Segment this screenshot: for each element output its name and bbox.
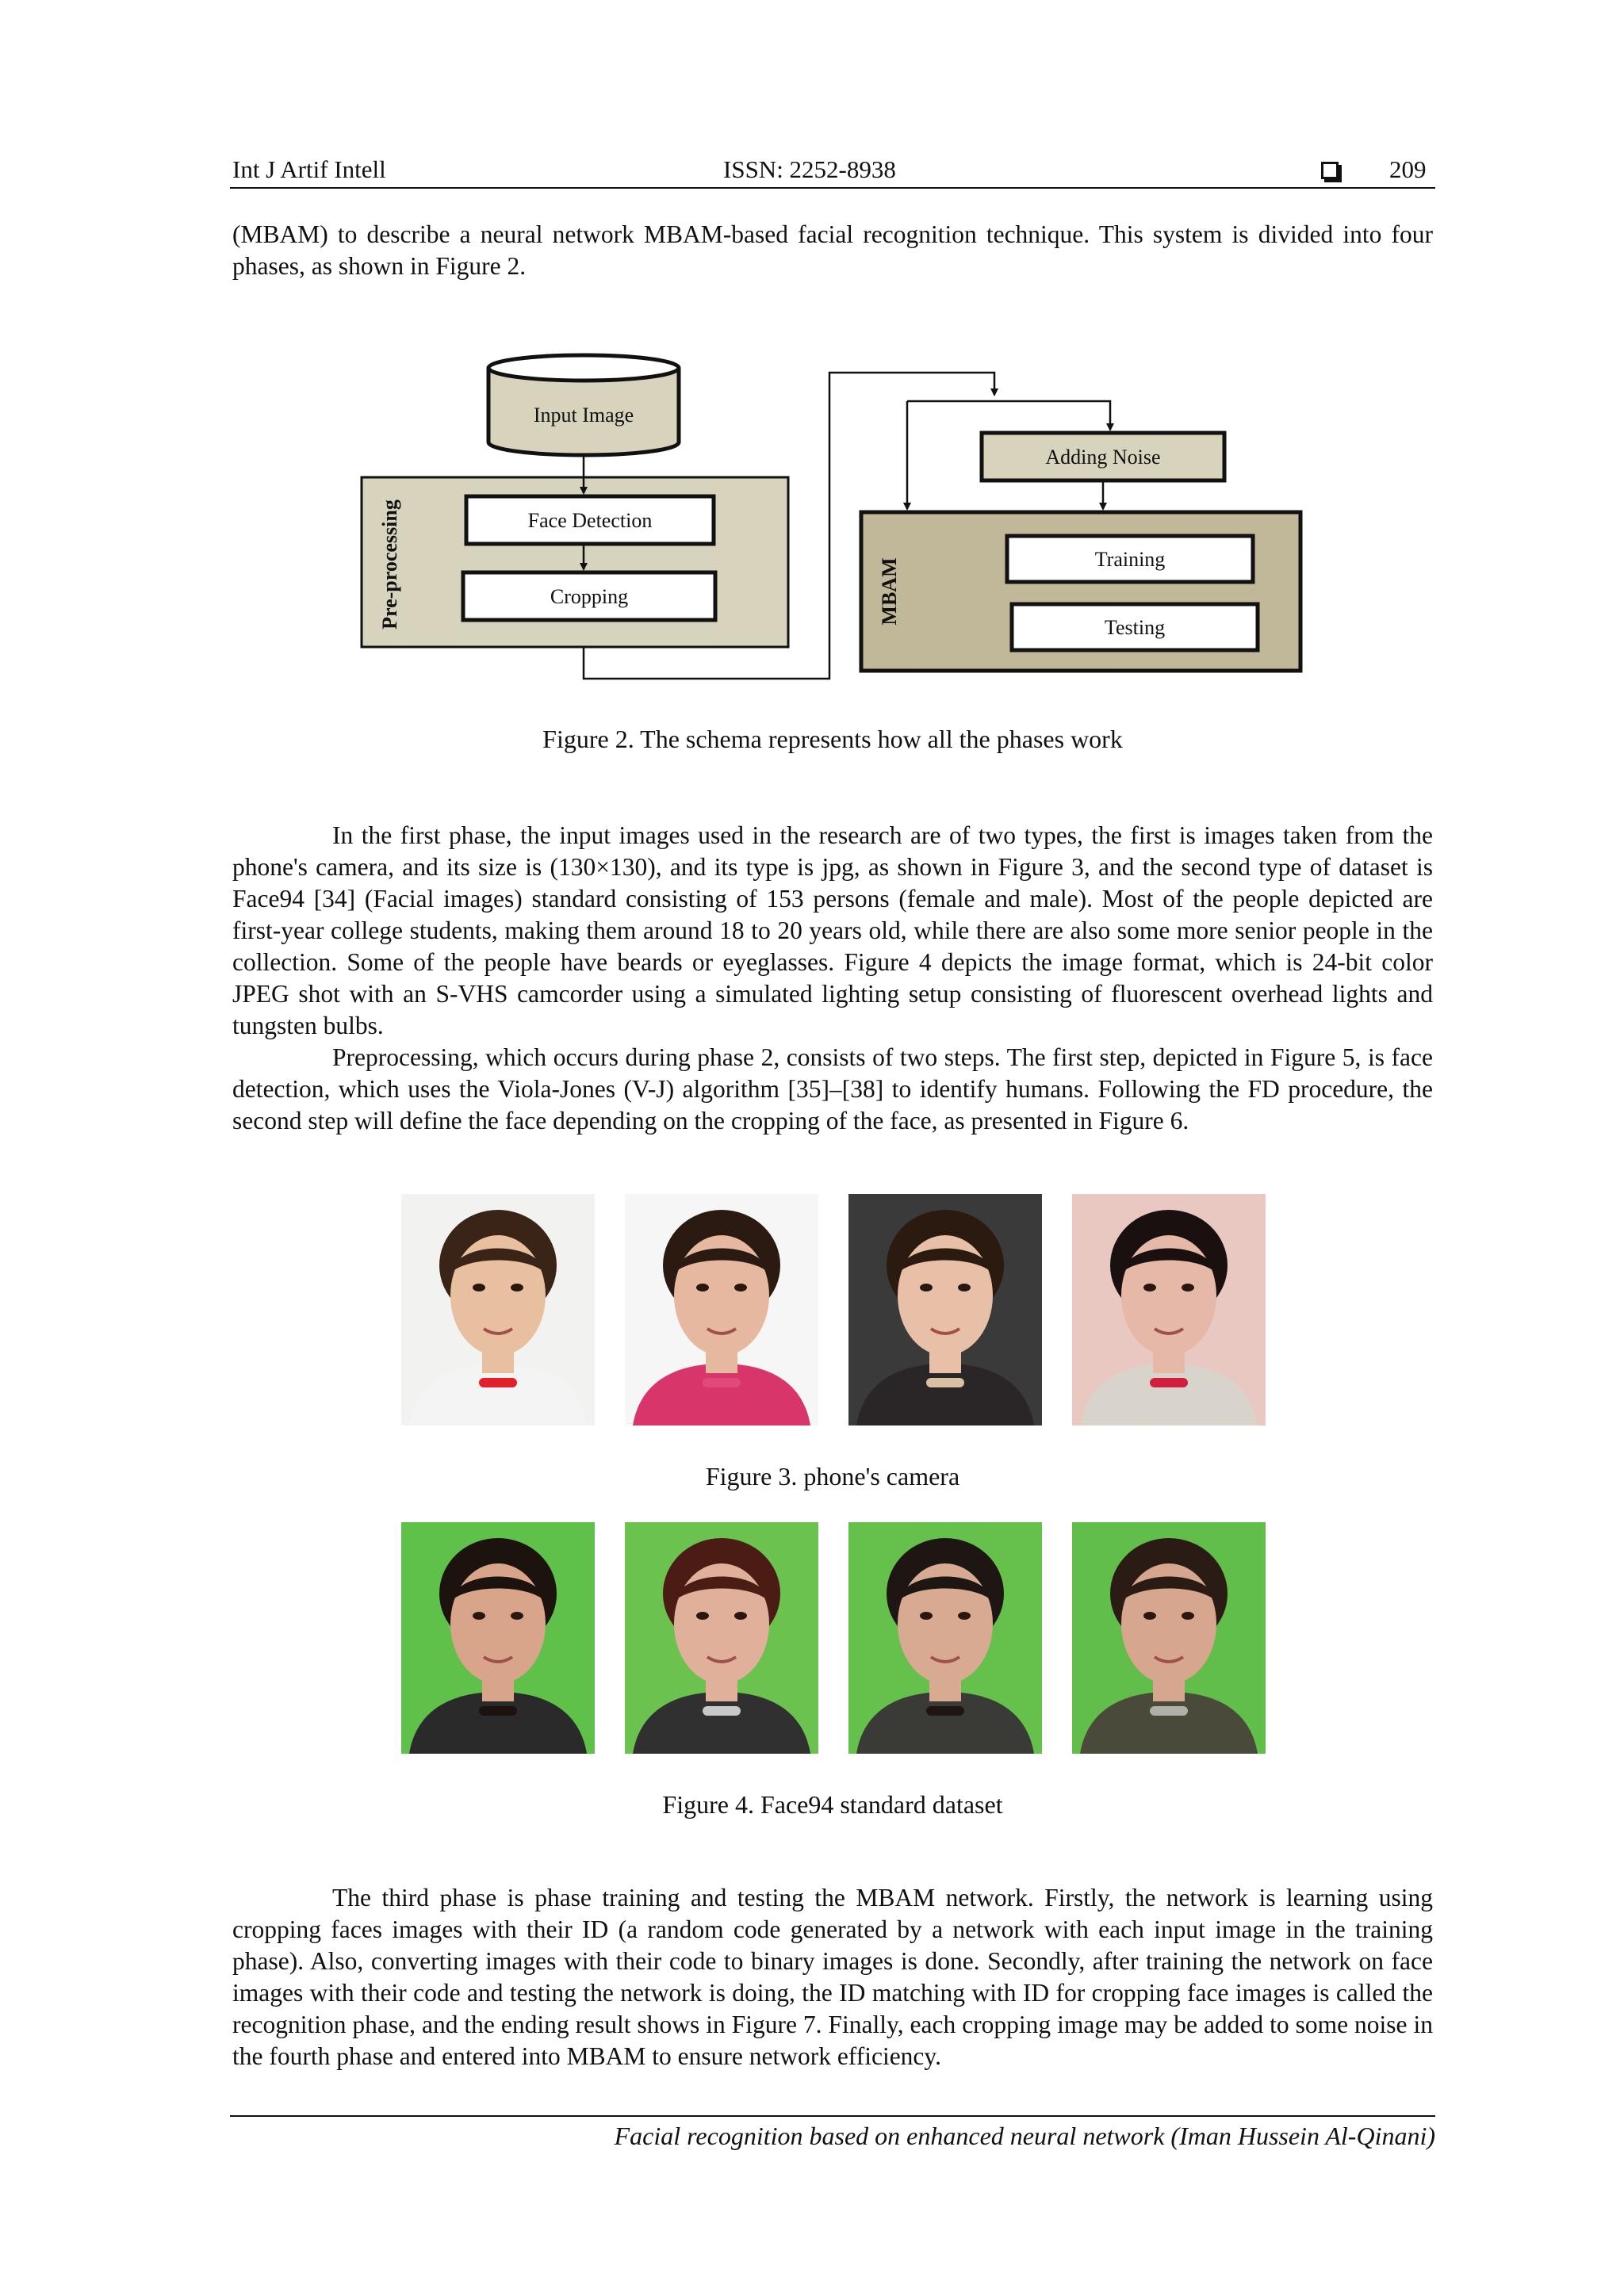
face94-photo [1072,1522,1266,1754]
photo-eye [1182,1284,1194,1292]
photo-eye [696,1612,709,1620]
photo-accent [479,1378,517,1387]
face94-photo [401,1522,595,1754]
paragraph-2: In the first phase, the input images used in the research are of two types, the first is images taken from the phone's camera, and its size is (130×130), and its type is jpg, as shown in Figure 3, and the second type of dataset is Face94 [34] (Facial images) standard consisting of 153 persons (female and male). Most of the people depicted are first-year college students, making them around 18 to 20 years old, while there are also some more senior people in the collection. Some of the people have beards or eyeglasses. Figure 4 depicts the image format, which is 24-bit color JPEG shot with an S-VHS camcorder using a simulated lighting setup consisting of fluorescent overhead lights and tungsten bulbs. [232,821,1433,1039]
phone-camera-photo [625,1194,818,1425]
figure-3-photo-row [401,1194,1266,1427]
photo-accent [926,1706,964,1716]
input-image-label: Input Image [533,404,634,427]
running-footer: Facial recognition based on enhanced neural network (Iman Hussein Al-Qinani) [614,2122,1435,2150]
cropping-label: Cropping [550,585,629,608]
phase-flow-diagram [349,349,1332,698]
photo-accent [1150,1706,1188,1716]
photo-accent [703,1706,741,1716]
page-number: 209 [1389,155,1427,183]
figure-4-photo-row [401,1522,1266,1755]
photo-accent [479,1706,517,1716]
face94-photo [848,1522,1042,1754]
figure-2-caption: Figure 2. The schema represents how all the phases work [542,725,1123,753]
photo-eye [958,1612,971,1620]
journal-name: Int J Artif Intell [232,155,386,183]
figure-4-caption: Figure 4. Face94 standard dataset [662,1790,1003,1819]
issn: ISSN: 2252-8938 [723,155,896,183]
testing-label: Testing [1104,616,1166,639]
photo-eye [920,1284,933,1292]
adding-noise-label: Adding Noise [1045,446,1161,469]
photo-eye [920,1612,933,1620]
header-rule [230,187,1435,189]
photo-eye [734,1284,747,1292]
paragraph-4: The third phase is phase training and testing the MBAM network. Firstly, the network is learning using cropping faces images with their ID (a random code generated by a network with each input image in the training phase). Also, converting images with their code to binary images is done. Secondly, after training the network on face images with their code and testing the network is doing, the ID matching with ID for cropping face images is called the recognition phase, and the ending result shows in Figure 7. Finally, each cropping image may be added to some noise in the fourth phase and entered into MBAM to ensure network efficiency. [232,1884,1433,2070]
paragraph-3: Preprocessing, which occurs during phase 2, consists of two steps. The first step, depicted in Figure 5, is face detection, which uses the Viola-Jones (V-J) algorithm [35]–[38] to identify humans. Following the FD procedure, the second step will define the face depending on the cropping of the face, as presented in Figure 6. [232,1043,1433,1135]
photo-accent [703,1378,741,1387]
footer-rule [230,2115,1435,2117]
face-detection-label: Face Detection [527,509,653,532]
photo-accent [926,1378,964,1387]
paragraph-1: (MBAM) to describe a neural network MBAM-based facial recognition technique. This system is divided into four phases, as shown in Figure 2. [232,220,1433,280]
photo-eye [1143,1612,1156,1620]
photo-eye [734,1612,747,1620]
training-label: Training [1094,548,1166,571]
phone-camera-photo [848,1194,1042,1425]
photo-eye [511,1284,523,1292]
preprocessing-label: Pre-processing [378,499,401,629]
photo-eye [473,1612,485,1620]
phone-camera-photo [1072,1194,1266,1425]
photo-eye [1182,1612,1194,1620]
mbam-label: MBAM [878,557,901,626]
phone-camera-photo [401,1194,595,1425]
square-bullet-icon [1321,162,1339,179]
figure-3-caption: Figure 3. phone's camera [705,1462,960,1490]
input-image-node [488,355,679,455]
photo-eye [696,1284,709,1292]
photo-eye [958,1284,971,1292]
photo-eye [473,1284,485,1292]
photo-accent [1150,1378,1188,1387]
photo-eye [511,1612,523,1620]
face94-photo [625,1522,818,1754]
photo-eye [1143,1284,1156,1292]
